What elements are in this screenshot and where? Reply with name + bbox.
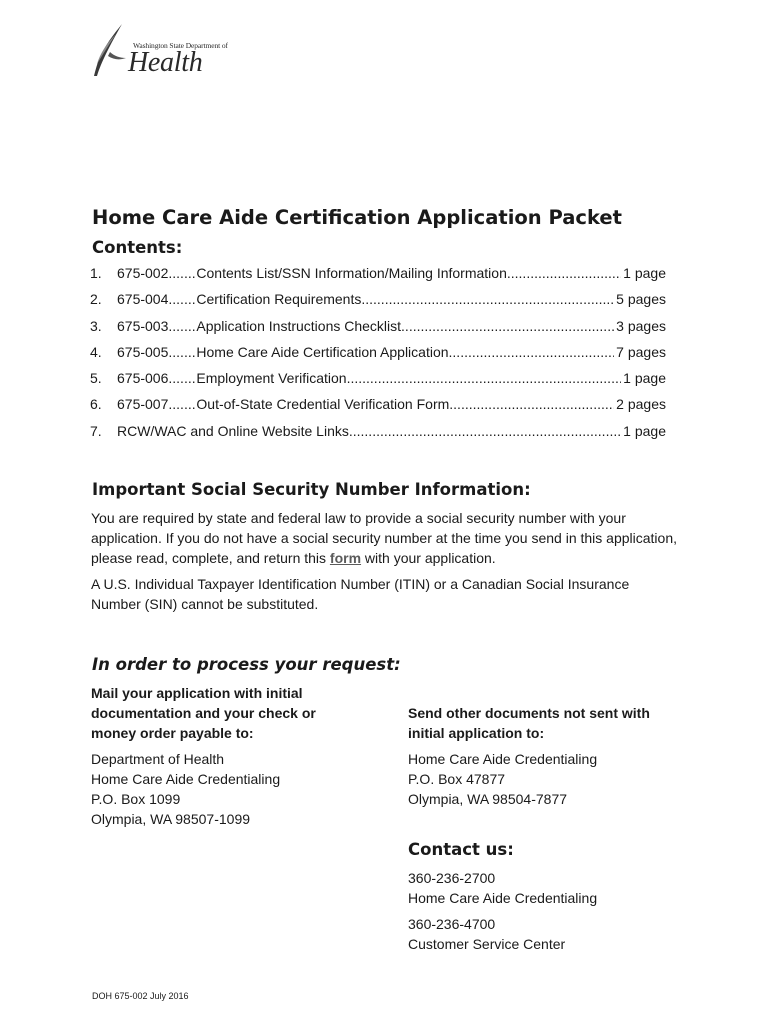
leader-dots bbox=[347, 370, 622, 386]
contents-item bbox=[90, 318, 666, 344]
contents-item bbox=[90, 344, 666, 370]
item-title: Employment Verification bbox=[196, 370, 347, 387]
form-number: 675-005 bbox=[117, 343, 169, 360]
ssn-text-before: You are required by state and federal law to provide a social security number with your application. If you do not have a social security number at the time you send in this application, please read, complete, and return this bbox=[91, 510, 678, 566]
item-number: 3. bbox=[90, 317, 102, 334]
contents-item bbox=[90, 370, 666, 396]
logo-department-text: Washington State Department of bbox=[133, 41, 228, 50]
contents-heading: Contents: bbox=[92, 238, 183, 257]
ssn-form-link[interactable]: form bbox=[329, 550, 362, 566]
item-number: 1. bbox=[90, 265, 102, 281]
feather-icon bbox=[92, 22, 132, 78]
item-title: Contents List/SSN Information/Mailing Information bbox=[196, 265, 507, 281]
form-number: 675-007 bbox=[117, 396, 169, 413]
ssn-paragraph bbox=[91, 508, 681, 568]
page-count: 5 pages bbox=[616, 291, 666, 308]
ssn-heading: Important Social Security Number Information: bbox=[92, 480, 531, 499]
item-title: Out-of-State Credential Verification Form bbox=[196, 396, 450, 413]
page-count: 2 pages bbox=[616, 396, 666, 413]
ssn-text-after: with your application. bbox=[361, 550, 496, 566]
form-number: 675-006 bbox=[117, 370, 169, 387]
contact-label: Customer Service Center bbox=[408, 936, 566, 952]
address-line: P.O. Box 47877 bbox=[408, 771, 506, 787]
send-address bbox=[408, 749, 597, 809]
address-line: Olympia, WA 98507-1099 bbox=[91, 811, 251, 827]
contact-entry bbox=[408, 914, 565, 954]
itin-paragraph: A U.S. Individual Taxpayer Identification Number (ITIN) or a Canadian Social Insurance Number (SIN) cannot be substituted. bbox=[91, 576, 630, 612]
leader-dots bbox=[168, 396, 196, 412]
form-number: 675-003 bbox=[117, 317, 169, 334]
item-number: 5. bbox=[90, 370, 102, 387]
form-number: 675-004 bbox=[117, 291, 169, 308]
leader-dots bbox=[168, 344, 196, 360]
contact-phone: 360-236-2700 bbox=[408, 870, 496, 886]
process-heading: In order to process your request: bbox=[92, 655, 401, 674]
page-count: 1 page bbox=[623, 265, 666, 281]
send-documents-heading: Send other documents not sent with initial application to: bbox=[408, 705, 650, 741]
address-line: Olympia, WA 98504-7877 bbox=[408, 791, 568, 807]
contents-item bbox=[90, 291, 666, 317]
address-line: P.O. Box 1099 bbox=[91, 791, 181, 807]
leader-dots bbox=[168, 265, 196, 281]
footer-form-id: DOH 675-002 July 2016 bbox=[92, 991, 189, 1001]
contact-phone: 360-236-4700 bbox=[408, 916, 496, 932]
leader-dots bbox=[168, 291, 196, 307]
contact-entry bbox=[408, 868, 597, 908]
contact-heading: Contact us: bbox=[408, 840, 514, 859]
item-number: 4. bbox=[90, 343, 102, 360]
contents-item bbox=[90, 396, 666, 422]
item-number: 7. bbox=[90, 422, 102, 439]
page-count: 1 page bbox=[623, 370, 666, 387]
contents-item bbox=[90, 423, 666, 449]
item-title: Application Instructions Checklist bbox=[196, 317, 402, 334]
leader-dots bbox=[401, 318, 614, 334]
leader-dots bbox=[449, 396, 614, 412]
item-title: Certification Requirements bbox=[196, 291, 362, 308]
item-title: RCW/WAC and Online Website Links bbox=[117, 422, 349, 439]
contact-label: Home Care Aide Credentialing bbox=[408, 890, 598, 906]
leader-dots bbox=[168, 318, 196, 334]
leader-dots bbox=[168, 370, 196, 386]
leader-dots bbox=[349, 423, 621, 439]
page-count: 7 pages bbox=[616, 343, 666, 360]
item-title: Home Care Aide Certification Application bbox=[196, 343, 449, 360]
leader-dots bbox=[361, 291, 614, 307]
page-count: 1 page bbox=[623, 422, 666, 439]
mail-address bbox=[91, 749, 280, 829]
form-number: 675-002 bbox=[117, 265, 169, 281]
leader-dots bbox=[449, 344, 615, 360]
item-number: 2. bbox=[90, 291, 102, 308]
leader-dots bbox=[507, 265, 621, 281]
address-line: Home Care Aide Credentialing bbox=[91, 771, 281, 787]
contents-list bbox=[90, 265, 666, 449]
mail-instructions-heading: Mail your application with initial documentation and your check or money order payable to: bbox=[91, 685, 316, 741]
page-count: 3 pages bbox=[616, 317, 666, 334]
address-line: Department of Health bbox=[91, 751, 225, 767]
page-title: Home Care Aide Certification Application Packet bbox=[92, 206, 622, 229]
doh-logo bbox=[92, 22, 228, 78]
address-line: Home Care Aide Credentialing bbox=[408, 751, 598, 767]
item-number: 6. bbox=[90, 396, 102, 413]
contents-item bbox=[90, 265, 666, 291]
logo-health-text: Health bbox=[128, 47, 203, 78]
